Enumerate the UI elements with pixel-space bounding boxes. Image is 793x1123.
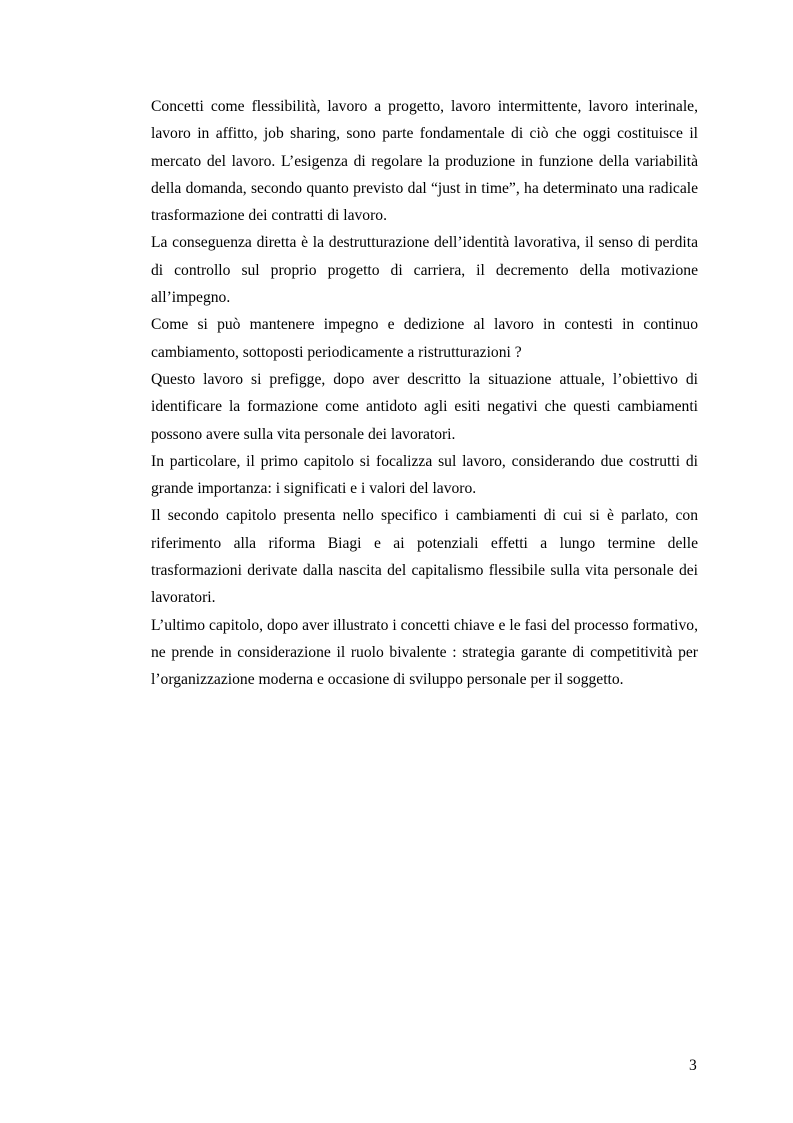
paragraph: L’ultimo capitolo, dopo aver illustrato i concetti chiave e le fasi del processo formativo, ne prende in considerazione il ruolo bivalente : strategia garante di competitività per l’organizzazione moderna e occasione di sviluppo personale per il soggetto. [151, 616, 698, 689]
page-number: 3 [689, 1057, 697, 1074]
paragraph: Concetti come flessibilità, lavoro a progetto, lavoro intermittente, lavoro interinale, lavoro in affitto, job sharing, sono parte fondamentale di ciò che oggi costituisce il mercato del lavoro. L’esigenza di regolare la produzione in funzione della variabilità della domanda, secondo quanto previsto dal “just in time”, ha determinato una radicale trasformazione dei contratti di lavoro. [151, 98, 698, 225]
paragraph: Questo lavoro si prefigge, dopo aver descritto la situazione attuale, l’obiettivo di identificare la formazione come antidoto agli esiti negativi che questi cambiamenti possono avere sulla vita personale dei lavoratori. [151, 370, 698, 443]
body-text [151, 93, 698, 694]
paragraph: Come si può mantenere impegno e dedizione al lavoro in contesti in continuo cambiamento, sottoposti periodicamente a ristrutturazioni ? [151, 316, 698, 361]
paragraph: Il secondo capitolo presenta nello specifico i cambiamenti di cui si è parlato, con riferimento alla riforma Biagi e ai potenziali effetti a lungo termine delle trasformazioni derivate dalla nascita del capitalismo flessibile sulla vita personale dei lavoratori. [151, 507, 698, 607]
paragraph: In particolare, il primo capitolo si focalizza sul lavoro, considerando due costrutti di grande importanza: i significati e i valori del lavoro. [151, 452, 698, 498]
paragraph: La conseguenza diretta è la destrutturazione dell’identità lavorativa, il senso di perdita di controllo sul proprio progetto di carriera, il decremento della motivazione all’impegno. [151, 234, 698, 307]
